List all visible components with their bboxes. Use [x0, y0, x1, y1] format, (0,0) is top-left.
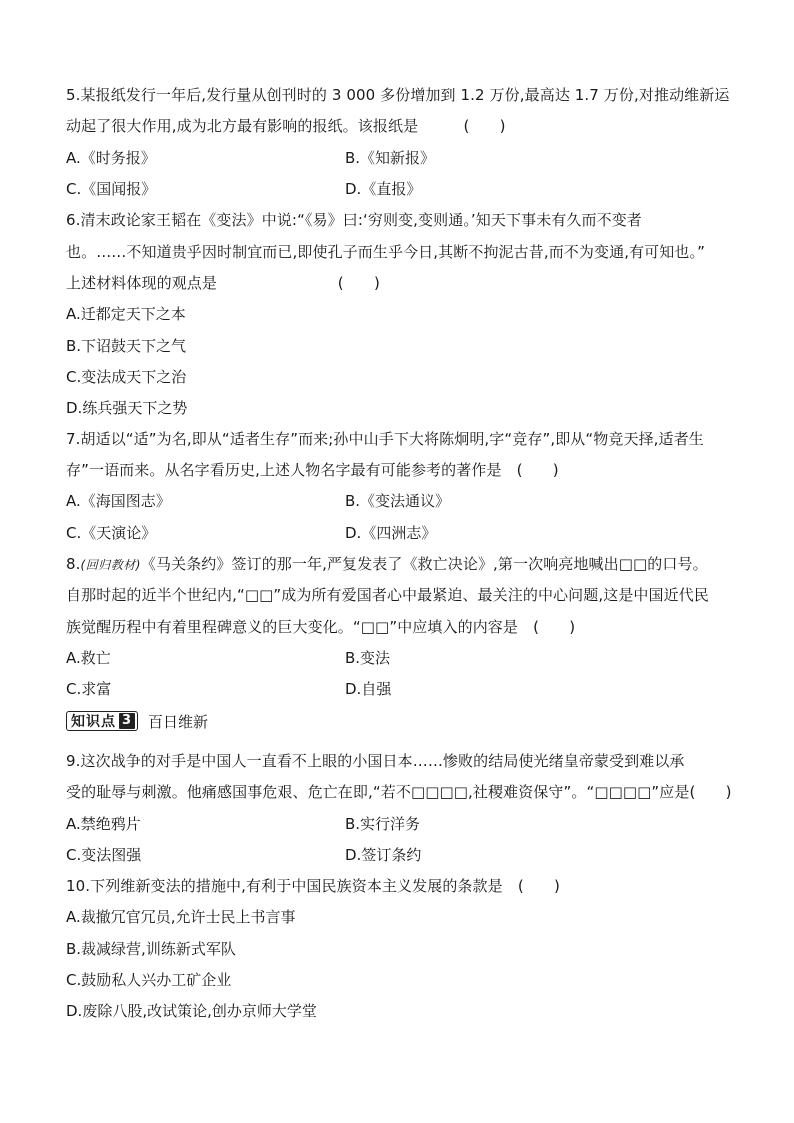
question-5-option-d[interactable]: D.《直报》: [345, 180, 422, 198]
question-9-line-1: 9.这次战争的对手是中国人一直看不上眼的小国日本……惨败的结局使光绪皇帝蒙受到难以承: [66, 752, 685, 770]
question-10-option-b[interactable]: B.裁减绿营,训练新式军队: [66, 940, 236, 958]
question-6-option-b[interactable]: B.下诏鼓天下之气: [66, 337, 187, 355]
question-6-option-d[interactable]: D.练兵强天下之势: [66, 399, 188, 417]
question-9-option-c[interactable]: C.变法图强: [66, 846, 142, 864]
question-5-option-a[interactable]: A.《时务报》: [66, 149, 156, 167]
section-header: [66, 709, 208, 733]
section-title: 百日维新: [148, 712, 209, 731]
question-7-option-d[interactable]: D.《四洲志》: [345, 524, 437, 542]
question-9-option-d[interactable]: D.签订条约: [345, 846, 422, 864]
question-5-option-b[interactable]: B.《知新报》: [345, 149, 436, 167]
question-10-option-d[interactable]: D.废除八股,改试策论,创办京师大学堂: [66, 1002, 317, 1020]
question-8-line-2: 自那时起的近半个世纪内,“□□”成为所有爱国者心中最紧迫、最关注的中心问题,这是中国近代民: [66, 586, 709, 604]
badge-number: 3: [119, 713, 135, 729]
knowledge-point-badge: [66, 711, 138, 731]
question-9-line-2: 受的耻辱与刺激。他痛感国事危艰、危亡在即,“若不□□□□,社稷难资保守”。“□□□□”应是( ): [66, 783, 732, 801]
question-8-line-1: [66, 554, 708, 575]
question-8-option-c[interactable]: C.求富: [66, 680, 112, 698]
question-9-option-a[interactable]: A.禁绝鸦片: [66, 815, 141, 833]
question-6-line-3: 上述材料体现的观点是 ( ): [66, 274, 380, 292]
question-7-option-a[interactable]: A.《海国图志》: [66, 492, 171, 510]
question-6-option-c[interactable]: C.变法成天下之治: [66, 368, 187, 386]
question-5-line-2: 动起了很大作用,成为北方最有影响的报纸。该报纸是 ( ): [66, 117, 506, 135]
question-6-line-1: 6.清末政论家王韬在《变法》中说:“《易》曰:‘穷则变,变则通。’知天下事未有久而不变者: [66, 211, 642, 229]
question-7-option-c[interactable]: C.《天演论》: [66, 524, 157, 542]
question-8-line-3: 族觉醒历程中有着里程碑意义的巨大变化。“□□”中应填入的内容是 ( ): [66, 618, 576, 636]
question-10-option-a[interactable]: A.裁撤冗官冗员,允许士民上书言事: [66, 908, 296, 926]
question-8-number: 8.: [66, 555, 81, 573]
question-8-option-d[interactable]: D.自强: [345, 680, 392, 698]
question-10-line-1: 10.下列维新变法的措施中,有利于中国民族资本主义发展的条款是 ( ): [66, 877, 560, 895]
question-6-line-2: 也。……不知道贵乎因时制宜而已,即使孔子而生乎今日,其断不拘泥古昔,而不为变通,有可知也。”: [66, 243, 705, 261]
question-8-tag: (回归教材): [80, 558, 141, 572]
question-7-line-1: 7.胡适以“适”为名,即从“适者生存”而来;孙中山手下大将陈炯明,字“竞存”,即从“物竞天择,适者生: [66, 430, 704, 448]
question-8-line-1-text: 《马关条约》签订的那一年,严复发表了《救亡决论》,第一次响亮地喊出□□的口号。: [140, 555, 708, 573]
badge-label: 知识点: [71, 714, 116, 730]
question-10-option-c[interactable]: C.鼓励私人兴办工矿企业: [66, 971, 232, 989]
question-8-option-a[interactable]: A.救亡: [66, 649, 111, 667]
question-9-option-b[interactable]: B.实行洋务: [345, 815, 421, 833]
question-5-option-c[interactable]: C.《国闻报》: [66, 180, 157, 198]
question-7-line-2: 存”一语而来。从名字看历史,上述人物名字最有可能参考的著作是 ( ): [66, 461, 559, 479]
question-5-line-1: 5.某报纸发行一年后,发行量从创刊时的 3 000 多份增加到 1.2 万份,最高达 1.7 万份,对推动维新运: [66, 86, 730, 104]
question-7-option-b[interactable]: B.《变法通议》: [345, 492, 451, 510]
question-6-option-a[interactable]: A.迁都定天下之本: [66, 305, 186, 323]
question-8-option-b[interactable]: B.变法: [345, 649, 391, 667]
